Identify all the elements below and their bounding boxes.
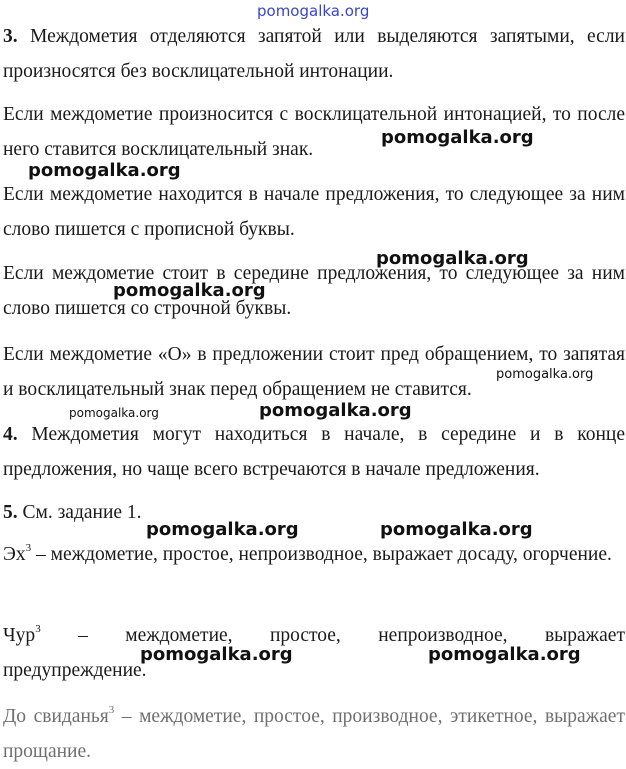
analysis-part: непроизводное,	[378, 625, 508, 646]
paragraph-text: Междометия могут находиться в начале, в середине и в конце предложения, но чаще всего встречаются в начале предложения.	[3, 424, 625, 480]
watermark: pomogalka.org	[140, 644, 293, 665]
analysis-word: До свиданья	[3, 706, 109, 727]
analysis-part: междометие,	[125, 625, 233, 646]
paragraph-text: – междометие, простое, производное, этикетное, выражает прощание.	[3, 706, 625, 762]
paragraph-text: Если междометие стоит в середине предложения, то следующее за ним слово пишется со строчной буквы.	[3, 263, 625, 319]
analysis-dosvidanya-paragraph	[3, 699, 625, 769]
watermark: pomogalka.org	[259, 400, 412, 421]
rule-start-paragraph	[3, 177, 625, 247]
watermark: pomogalka.org	[376, 248, 529, 269]
paragraph-text: Если междометие «О» в предложении стоит пред обращением, то запятая и восклицательный знак перед обращением не ставится.	[3, 344, 625, 400]
watermark: pomogalka.org	[113, 280, 266, 301]
paragraph-text: – междометие, простое, непроизводное, выражает досаду, огорчение.	[31, 544, 612, 565]
analysis-chur-line-2: предупреждение.	[3, 660, 147, 681]
watermark: pomogalka.org	[69, 406, 159, 420]
section-number: 5.	[3, 502, 18, 523]
watermark: pomogalka.org	[380, 519, 533, 540]
section-number: 4.	[3, 424, 18, 445]
analysis-part: –	[78, 625, 88, 646]
rule-middle-paragraph	[3, 256, 625, 326]
paragraph-text: Междометия отделяются запятой или выделяются запятыми, если произносятся без восклицательной интонации.	[3, 26, 625, 82]
analysis-part: простое,	[269, 625, 341, 646]
superscript-number: 3	[25, 542, 32, 554]
section-3-paragraph	[3, 19, 625, 89]
watermark: pomogalka.org	[381, 127, 534, 148]
section-4-paragraph	[3, 417, 625, 487]
paragraph-text: См. задание 1.	[17, 502, 142, 523]
watermark: pomogalka.org	[496, 367, 594, 382]
analysis-word: Чур	[3, 625, 36, 646]
paragraph-text: Если междометие произносится с восклицательной интонацией, то после него ставится восклицательный знак.	[3, 104, 625, 160]
analysis-part: выражает	[544, 625, 625, 646]
analysis-word: Эх	[3, 544, 26, 565]
watermark: pomogalka.org	[428, 644, 581, 665]
superscript-number: 3	[35, 623, 41, 635]
watermark-top: pomogalka.org	[257, 2, 370, 20]
paragraph-text: Если междометие находится в начале предложения, то следующее за ним слово пишется с прописной буквы.	[3, 184, 625, 240]
superscript-number: 3	[108, 704, 115, 716]
watermark: pomogalka.org	[28, 160, 181, 181]
analysis-eh-paragraph	[3, 537, 625, 572]
section-number: 3.	[3, 26, 18, 47]
watermark: pomogalka.org	[146, 519, 299, 540]
